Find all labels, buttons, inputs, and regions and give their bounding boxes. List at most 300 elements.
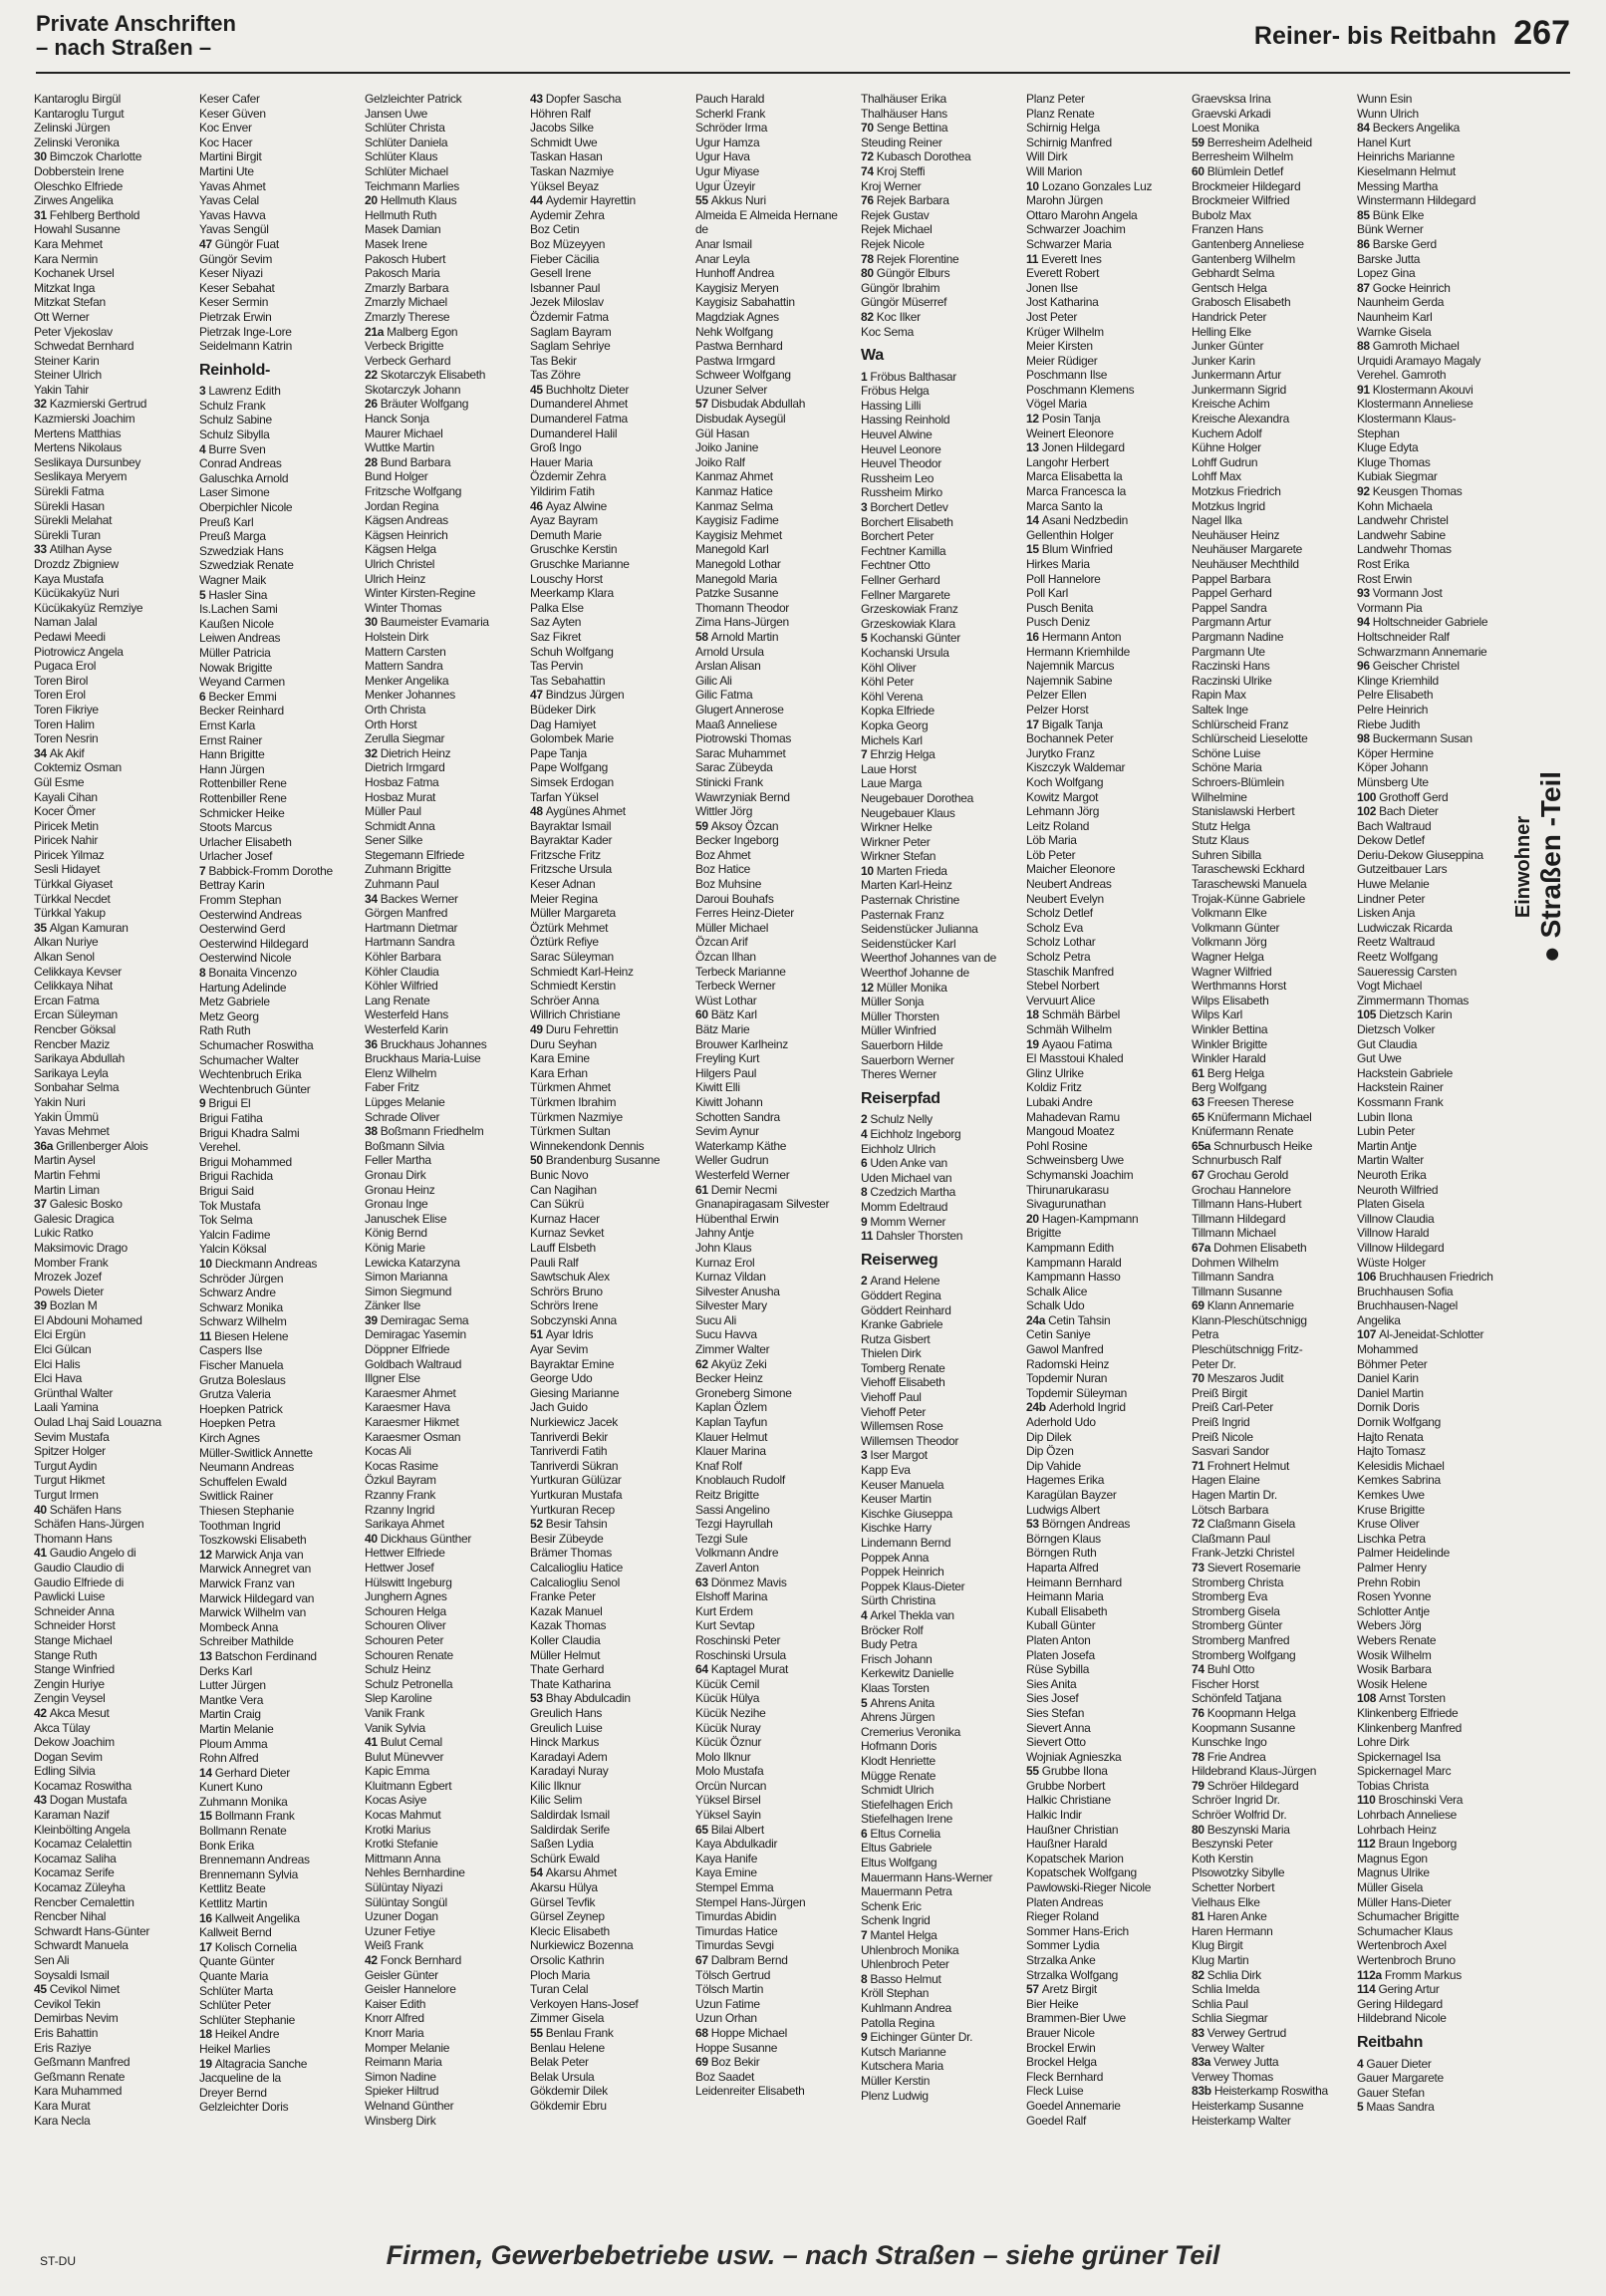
resident-entry: Kochanek Ursel [34,266,115,281]
resident-entry: Gnanapiragasam Silvester [695,1197,830,1212]
resident-entry: 3 Iser Margot [861,1448,928,1463]
resident-entry: Sürth Christina [861,1593,936,1608]
resident-entry: Heimann Bernhard [1026,1575,1122,1589]
resident-entry: Grabosch Elisabeth [1192,295,1291,310]
resident-entry: Hellmuth Ruth [365,207,437,222]
resident-entry: Stange Ruth [34,1647,98,1662]
resident-entry: Skotarczyk Johann [365,382,461,397]
resident-entry: Schouren Peter [365,1632,444,1647]
resident-entry: Akca Tülay [34,1720,91,1735]
resident-entry: Koc Enver [199,121,252,136]
resident-entry: Fieber Cäcilia [530,251,600,266]
resident-entry: Geisler Hannelore [365,1982,456,1997]
resident-entry: 58 Arnold Martin [695,629,779,644]
resident-entry: 69 Klann Annemarie [1192,1298,1294,1313]
resident-entry: 76 Rejek Barbara [861,193,949,208]
resident-entry: Fellner Gerhard [861,573,940,587]
resident-entry: Hirkes Maria [1026,557,1090,571]
resident-entry: Elci Gülcan [34,1342,92,1357]
resident-entry: Yavas Sengül [199,222,269,237]
resident-entry: Junker Karin [1192,353,1255,368]
resident-entry: Eris Bahattin [34,2025,99,2040]
resident-entry: Reimann Maria [365,2055,442,2070]
resident-entry: Hildebrand Klaus-Jürgen [1192,1764,1317,1779]
resident-entry: Zirwes Angelika [34,193,114,208]
resident-entry: Laser Simone [199,485,270,500]
resident-entry: Werthmanns Horst [1192,979,1287,994]
resident-entry: Tobias Christa [1357,1778,1429,1793]
resident-entry: Schöne Luise [1192,745,1261,760]
resident-entry: Schetter Norbert [1192,1880,1275,1895]
resident-entry: Ercan Fatma [34,993,100,1007]
resident-entry: Sen Ali [34,1953,70,1967]
resident-entry: Keser Sermin [199,295,269,310]
resident-entry: Kiwitt Elli [695,1080,740,1095]
resident-entry: Tezgi Sule [695,1531,748,1546]
resident-entry: 20 Hagen-Kampmann [1026,1211,1139,1226]
resident-entry: Stromberg Wolfgang [1192,1647,1296,1662]
resident-entry: 52 Besir Tahsin [530,1517,608,1532]
resident-entry: 24b Aderhold Ingrid [1026,1400,1126,1415]
resident-entry: Kischke Harry [861,1521,932,1536]
resident-entry: Molo Mustafa [695,1764,764,1779]
resident-entry: Göddert Reinhard [861,1302,951,1317]
resident-entry: Verehel. [199,1140,241,1155]
resident-entry: Oleschko Elfriede [34,178,123,193]
resident-entry: 12 Müller Monika [861,980,947,995]
resident-entry: Bruckhaus Maria-Luise [365,1051,481,1066]
resident-entry: Jansen Uwe [365,106,428,121]
resident-entry: Meier Kirsten [1026,339,1093,354]
resident-entry: 28 Bund Barbara [365,454,451,469]
resident-entry: Rieger Roland [1026,1909,1099,1924]
resident-entry: Nehles Bernhardine [365,1866,465,1880]
resident-entry: Schouren Renate [365,1647,453,1662]
resident-entry: Lohff Gudrun [1192,454,1258,469]
resident-entry: Görgen Manfred [365,906,448,921]
resident-entry: Koller Claudia [530,1632,601,1647]
resident-entry: Gruschke Kerstin [530,542,618,557]
resident-entry: Fritzsche Fritz [530,847,601,862]
resident-entry: Powels Dieter [34,1284,105,1298]
resident-entry: Kocamaz Roswitha [34,1778,132,1793]
resident-entry: 8 Basso Helmut [861,1971,941,1986]
resident-entry: Sies Anita [1026,1676,1077,1691]
resident-entry: Poll Hannelore [1026,571,1101,586]
resident-entry: Kaya Mustafa [34,571,104,586]
resident-entry: Pastwa Bernhard [695,339,783,354]
resident-entry: Büdeker Dirk [530,702,596,717]
resident-entry: Kantaroglu Birgül [34,92,121,106]
resident-entry: Rejek Michael [861,222,933,237]
resident-entry: Schürk Ewald [530,1851,600,1866]
resident-entry: 40 Dickhaus Günther [365,1531,472,1546]
resident-entry: Martin Antje [1357,1138,1417,1153]
resident-entry: Hosbaz Fatma [365,774,439,789]
resident-entry: Disbudak Aysegül [695,412,786,427]
resident-entry: 7 Ehrzig Helga [861,747,936,762]
resident-entry: Bach Waltraud [1357,818,1432,833]
resident-entry: Wittler Jörg [695,804,753,819]
resident-entry: Kara Necla [34,2113,91,2128]
resident-entry: Schlia Paul [1192,1996,1248,2011]
resident-entry: Schouren Helga [365,1603,446,1618]
resident-entry: Kocamaz Saliha [34,1851,117,1866]
resident-entry: Schlüter Peter [199,1998,271,2013]
resident-entry: 39 Demiragac Sema [365,1312,469,1327]
resident-entry: Rost Erika [1357,557,1410,571]
resident-entry: Mangoud Moatez [1026,1124,1115,1139]
resident-entry: 47 Güngör Fuat [199,236,279,251]
resident-entry: Welnand Günther [365,2098,454,2113]
resident-entry: Heimann Maria [1026,1589,1104,1604]
resident-entry: Sarikaya Abdullah [34,1051,125,1066]
resident-entry: Piricek Nahir [34,833,99,848]
resident-entry: Franke Peter [530,1589,596,1604]
resident-entry: Platen Andreas [1026,1894,1104,1909]
resident-entry: Gürsel Zeynep [530,1909,605,1924]
resident-entry: Koth Kerstin [1192,1851,1253,1866]
resident-entry: Fritzsche Ursula [530,862,612,877]
resident-entry: Yurtkuran Recep [530,1502,615,1517]
resident-entry: Kücük Nezihe [695,1705,766,1720]
resident-entry: Winsberg Dirk [365,2113,436,2128]
resident-entry: 50 Brandenburg Susanne [530,1153,661,1168]
resident-entry: Martin Aysel [34,1153,96,1168]
resident-entry: Pusch Benita [1026,600,1094,615]
resident-entry: Hoepken Petra [199,1416,276,1431]
resident-entry: Cevikol Tekin [34,1996,101,2011]
resident-entry: Güngör Müserref [861,295,947,310]
resident-entry: Boz Hatice [695,862,751,877]
resident-entry: Pugaca Erol [34,659,97,674]
resident-entry: Coktemiz Osman [34,760,122,775]
resident-entry: Kopatschek Wolfgang [1026,1866,1137,1880]
resident-entry: Heikel Marlies [199,2041,271,2056]
resident-entry: Sucu Ali [695,1312,736,1327]
resident-entry: 9 Eichinger Günter Dr. [861,2030,973,2045]
resident-entry: Cetin Saniye [1026,1327,1091,1342]
resident-entry: Winkler Harald [1192,1051,1266,1066]
resident-entry: Pleschütschnigg Fritz- [1192,1342,1303,1357]
resident-entry: Hoppe Susanne [695,2040,778,2055]
resident-entry: Petra [1192,1327,1219,1342]
resident-entry: Hosbaz Murat [365,789,436,804]
resident-entry: Ernst Rainer [199,732,263,747]
resident-entry: Zänker Ilse [365,1298,421,1313]
resident-entry: 53 Börngen Andreas [1026,1517,1131,1532]
resident-entry: Timurdas Sevgi [695,1938,774,1953]
resident-entry: Borchert Elisabeth [861,514,953,529]
resident-entry: Boz Muhsine [695,877,762,892]
resident-entry: Lohre Dirk [1357,1735,1410,1750]
resident-entry: Toszkowski Elisabeth [199,1533,307,1548]
resident-entry: Schirnig Manfred [1026,135,1112,149]
resident-entry: El Abdouni Mohamed [34,1312,142,1327]
resident-entry: 15 Blum Winfried [1026,542,1113,557]
resident-entry: Yurtkuran Mustafa [530,1488,623,1502]
resident-entry: Weinert Eleonore [1026,426,1114,440]
resident-entry: Kuball Elisabeth [1026,1603,1108,1618]
resident-entry: Wertenbroch Axel [1357,1938,1447,1953]
resident-entry: Celikkaya Kevser [34,964,122,979]
resident-entry: Leitz Roland [1026,818,1090,833]
resident-entry: Vanik Frank [365,1705,424,1720]
resident-entry: 3 Borchert Detlev [861,500,948,515]
resident-entry: Heisterkamp Susanne [1192,2098,1304,2113]
resident-entry: Kaußen Nicole [199,616,274,631]
resident-entry: 94 Holtschneider Gabriele [1357,615,1488,630]
resident-entry: Stiefelhagen Irene [861,1812,953,1827]
resident-entry: Gaudio Claudio di [34,1560,125,1575]
resident-entry: Wosik Barbara [1357,1662,1432,1677]
resident-entry: Loest Monika [1192,121,1259,136]
resident-entry: 8 Bonaita Vincenzo [199,966,297,981]
resident-entry: Sobczynski Anna [530,1312,617,1327]
resident-entry: Hajto Tomasz [1357,1444,1426,1459]
resident-entry: Brigui Fatiha [199,1110,263,1125]
resident-entry: 19 Ayaou Fatima [1026,1036,1113,1051]
resident-entry: Schmicker Heike [199,805,285,820]
resident-entry: Isbanner Paul [530,280,601,295]
resident-entry: Schlotter Antje [1357,1603,1430,1618]
resident-entry: Hassing Reinhold [861,413,950,428]
resident-entry: Schouren Oliver [365,1618,446,1633]
resident-entry: Schumacher Roswitha [199,1038,314,1052]
resident-entry: Schwardt Hans-Günter [34,1923,150,1938]
resident-entry: Kocas Asiye [365,1793,427,1808]
resident-entry: Budy Petra [861,1637,918,1652]
resident-entry: Viehoff Elisabeth [861,1375,945,1390]
resident-entry: Helling Elke [1192,324,1251,339]
resident-entry: Kanmaz Hatice [695,484,773,499]
resident-entry: 57 Aretz Birgit [1026,1982,1097,1997]
resident-entry: Sürekli Fatma [34,484,105,499]
resident-entry: Kühne Holger [1192,440,1261,455]
resident-entry: Heuvel Leonore [861,441,941,456]
resident-entry: Menker Johannes [365,688,455,703]
resident-entry: Pietrzak Inge-Lore [199,324,292,339]
resident-entry: Yalcin Köksal [199,1242,267,1257]
resident-entry: Toren Birol [34,673,89,688]
resident-entry: Marohn Jürgen [1026,193,1103,208]
resident-entry: Palmer Heidelinde [1357,1546,1450,1561]
resident-entry: 80 Güngör Elburs [861,266,950,281]
resident-entry: Gürsel Tevfik [530,1894,596,1909]
resident-entry: de [695,222,708,237]
resident-entry: 71 Frohnert Helmut [1192,1458,1289,1473]
resident-entry: Karaesmer Hikmet [365,1415,459,1430]
resident-entry: 76 Koopmann Helga [1192,1705,1296,1720]
resident-entry: Kapic Emma [365,1764,430,1779]
resident-entry: Webers Renate [1357,1632,1437,1647]
resident-entry: Müller-Switlick Annette [199,1445,313,1460]
resident-entry: Saueressig Carsten [1357,964,1457,979]
resident-entry: Wirkner Stefan [861,849,937,864]
resident-entry: Masek Damian [365,222,441,237]
resident-entry: Brennemann Andreas [199,1853,310,1867]
resident-entry: Grochau Hannelore [1192,1182,1291,1197]
resident-entry: Patolla Regina [861,2015,935,2030]
resident-entry: Schumacher Brigitte [1357,1909,1460,1924]
resident-entry: Thomann Theodor [695,600,790,615]
resident-entry: Kücük Nuray [695,1720,761,1735]
resident-entry: Dietzsch Volker [1357,1022,1436,1036]
resident-entry: Jordan Regina [365,498,439,513]
resident-entry: Fischer Horst [1192,1676,1259,1691]
resident-entry: Soysaldi Ismail [34,1967,110,1982]
resident-entry: Sarikaya Ahmet [365,1517,444,1532]
resident-entry: Poschmann Ilse [1026,368,1108,383]
resident-entry: Sülüntay Songül [365,1894,447,1909]
resident-entry: Schlüter Michael [365,163,448,178]
resident-entry: Uzuner Selver [695,382,768,397]
resident-entry: Dornik Doris [1357,1400,1420,1415]
resident-entry: Martin Melanie [199,1721,274,1736]
resident-entry: Theres Werner [861,1067,937,1082]
resident-entry: Pawlicki Luise [34,1589,106,1604]
resident-entry: Reitz Brigitte [695,1488,759,1502]
resident-entry: Urlacher Josef [199,849,273,864]
resident-entry: Stebel Norbert [1026,979,1100,994]
resident-entry: 40 Schäfen Hans [34,1502,122,1517]
resident-entry: Köhler Barbara [365,950,441,965]
resident-entry: Gantenberg Anneliese [1192,236,1304,251]
resident-entry: Seslikaya Meryem [34,469,128,484]
resident-entry: Elshoff Marina [695,1589,768,1604]
resident-entry: Schotten Sandra [695,1109,780,1124]
resident-entry: Lohrbach Anneliese [1357,1808,1458,1823]
resident-entry: Scholz Lothar [1026,935,1096,950]
resident-entry: 13 Batschon Ferdinand [199,1648,317,1663]
resident-entry: Akarsu Hülya [530,1880,598,1895]
resident-entry: Trojak-Künne Gabriele [1192,891,1305,906]
resident-entry: Pusch Deniz [1026,615,1091,630]
resident-entry: Klann-Pleschütschnigg [1192,1312,1307,1327]
resident-entry: Mahadevan Ramu [1026,1109,1120,1124]
resident-entry: 12 Posin Tanja [1026,412,1101,427]
resident-entry: Junker Günter [1192,339,1264,354]
resident-entry: Koc Hacer [199,135,253,149]
resident-entry: Lukic Ratko [34,1226,94,1241]
resident-entry: Toren Erol [34,688,86,703]
resident-entry: Lauff Elsbeth [530,1240,596,1255]
resident-entry: Orth Christa [365,702,426,717]
resident-entry: Winstermann Hildegard [1357,193,1476,208]
resident-entry: Uzuner Dogan [365,1909,438,1924]
resident-entry: Rejek Nicole [861,236,925,251]
resident-entry: 4 Burre Sven [199,441,266,456]
resident-entry: Schröer Wolfrid Dr. [1192,1808,1287,1823]
resident-entry: Schwardt Manuela [34,1938,129,1953]
resident-entry: Naman Jalal [34,615,98,630]
resident-entry: Platen Gisela [1357,1197,1425,1212]
resident-entry: Simon Siegmund [365,1284,452,1298]
resident-entry: 72 Kubasch Dorothea [861,149,971,164]
resident-entry: Thomann Hans [34,1531,113,1546]
resident-entry: Ulrich Christel [365,557,435,571]
resident-entry: Preiß Birgit [1192,1385,1247,1400]
resident-entry: Dreyer Bernd [199,2085,267,2100]
resident-entry: Hagemes Erika [1026,1473,1105,1488]
resident-entry: Zerulla Siegmar [365,731,445,746]
resident-entry: Seslikaya Dursunbey [34,454,141,469]
resident-entry: Dohmen Wilhelm [1192,1255,1279,1270]
resident-entry: Tanriverdi Bekir [530,1429,608,1444]
resident-entry: Brockel Erwin [1026,2040,1096,2055]
resident-entry: Urlacher Elisabeth [199,834,292,849]
resident-entry: Simsek Erdogan [530,774,614,789]
resident-entry: 43 Dopfer Sascha [530,92,622,106]
resident-entry: Kilic Selim [530,1793,583,1808]
resident-entry: Brouwer Karlheinz [695,1036,788,1051]
resident-entry: Klauer Marina [695,1444,766,1459]
resident-entry: 44 Aydemir Hayrettin [530,193,636,208]
resident-entry: Taskan Hasan [530,149,603,164]
resident-entry: Hübenthal Erwin [695,1211,779,1226]
resident-entry: Ludwiczak Ricarda [1357,920,1453,935]
resident-entry: Najemnik Marcus [1026,659,1115,674]
resident-entry: Schmiedt Karl-Heinz [530,964,634,979]
resident-entry: Wechtenbruch Günter [199,1081,311,1096]
resident-entry: Schweinsberg Uwe [1026,1153,1124,1168]
resident-entry: Uzun Fatime [695,1996,760,2011]
resident-entry: Kischke Giuseppa [861,1506,952,1521]
resident-entry: Kara Emine [530,1051,590,1066]
resident-entry: 63 Freesen Therese [1192,1094,1294,1109]
resident-entry: Thate Katharina [530,1676,611,1691]
resident-entry: Bunic Novo [530,1167,589,1182]
resident-entry: Turgut Irmen [34,1488,99,1502]
resident-entry: Müller Winfried [861,1023,937,1038]
resident-entry: Löb Peter [1026,847,1076,862]
resident-entry: Grzeskowiak Klara [861,616,955,631]
resident-entry: Sülüntay Niyazi [365,1880,443,1895]
resident-entry: 18 Heikel Andre [199,2027,280,2042]
resident-entry: Wagner Maik [199,573,266,587]
resident-entry: Topdemir Nuran [1026,1371,1108,1386]
resident-entry: Böhmer Peter [1357,1356,1428,1371]
resident-entry: Gelzleichter Patrick [365,92,462,106]
resident-entry: Özcan Ilhan [695,950,756,965]
resident-entry: Köhl Verena [861,689,924,704]
resident-entry: Brigitte [1026,1226,1061,1241]
resident-entry: 63 Dönmez Mavis [695,1575,787,1589]
resident-entry: Mombeck Anna [199,1619,279,1634]
resident-entry: Urquidi Aramayo Magaly [1357,353,1481,368]
resident-entry: Haußner Christian [1026,1822,1119,1837]
resident-entry: Marca Francesca la [1026,484,1126,499]
resident-entry: Terbeck Marianne [695,964,786,979]
resident-entry: Cremerius Veronika [861,1724,960,1739]
resident-entry: Tarfan Yüksel [530,789,599,804]
resident-entry: Eltus Gabriele [861,1841,933,1856]
resident-entry: Becker Reinhard [199,704,284,718]
resident-entry: Verkoyen Hans-Josef [530,1996,639,2011]
resident-entry: Rutza Gisbert [861,1331,931,1346]
resident-entry: Bätz Marie [695,1022,750,1036]
resident-entry: Planz Renate [1026,106,1095,121]
resident-entry: 33 Atilhan Ayse [34,542,113,557]
resident-entry: Quante Maria [199,1969,269,1983]
resident-entry: Bubolz Max [1192,207,1251,222]
resident-entry: Schröer Ingrid Dr. [1192,1793,1280,1808]
resident-entry: Klinkenberg Elfriede [1357,1705,1459,1720]
resident-entry: Marwick Wilhelm van [199,1605,306,1620]
column-6 [861,92,1020,2224]
resident-entry: Scholz Petra [1026,950,1091,965]
resident-entry: Dogan Sevim [34,1749,103,1764]
